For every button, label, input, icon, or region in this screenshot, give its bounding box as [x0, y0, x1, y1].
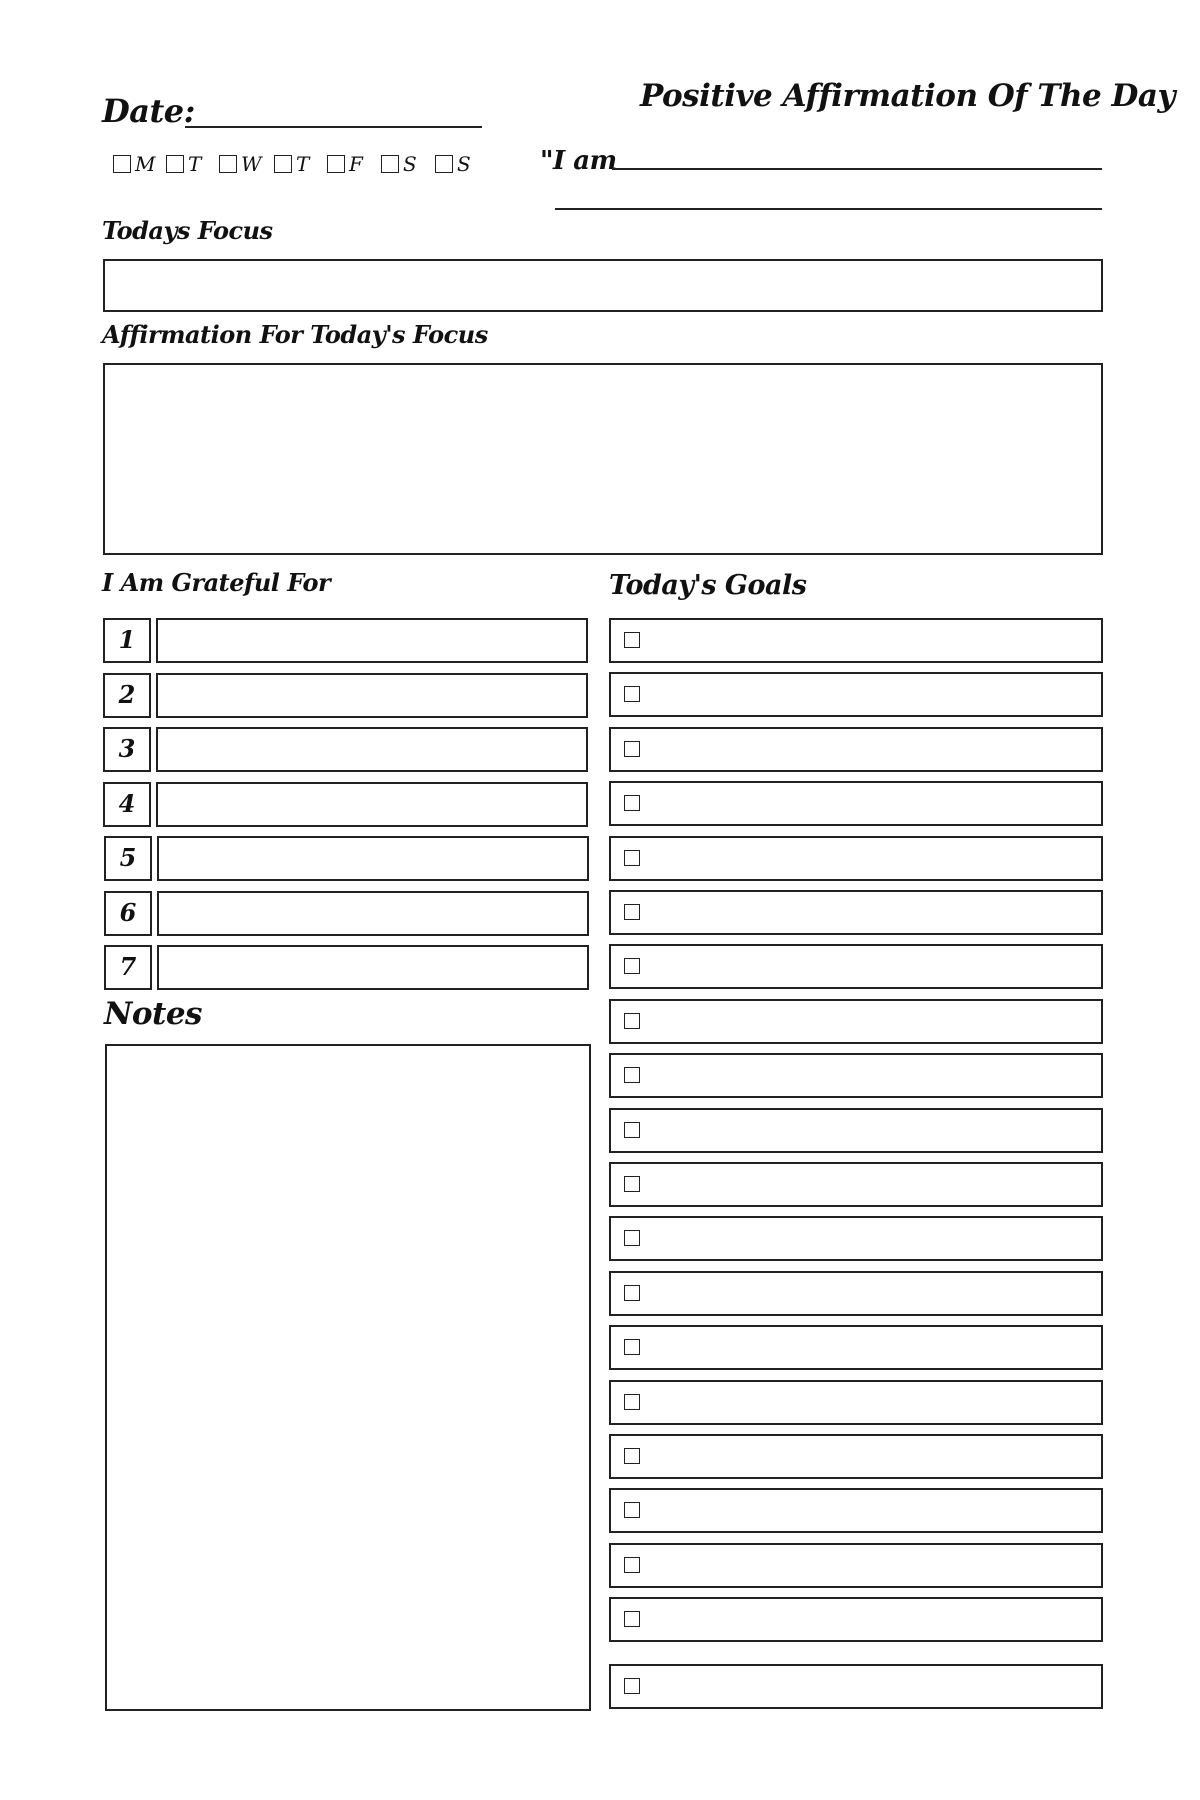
- goal-row[interactable]: [609, 1162, 1103, 1207]
- goal-row[interactable]: [609, 1108, 1103, 1153]
- grateful-field[interactable]: [157, 945, 589, 990]
- grateful-field[interactable]: [156, 782, 588, 827]
- grateful-number: 6: [104, 891, 152, 936]
- checkbox-icon[interactable]: [327, 155, 345, 173]
- checkbox-icon[interactable]: [624, 1285, 640, 1301]
- checkbox-icon[interactable]: [624, 1122, 640, 1138]
- affirmation-focus-box[interactable]: [103, 363, 1103, 555]
- grateful-number: 5: [104, 836, 152, 881]
- grateful-field[interactable]: [156, 673, 588, 718]
- grateful-field[interactable]: [157, 836, 589, 881]
- goal-row[interactable]: [609, 1543, 1103, 1588]
- checkbox-icon[interactable]: [624, 1448, 640, 1464]
- goal-row[interactable]: [609, 1434, 1103, 1479]
- goal-row[interactable]: [609, 781, 1103, 826]
- checkbox-icon[interactable]: [624, 1067, 640, 1083]
- affirmation-focus-label: Affirmation For Today's Focus: [102, 320, 488, 349]
- checkbox-icon[interactable]: [624, 741, 640, 757]
- checkbox-icon[interactable]: [624, 686, 640, 702]
- goals-label: Today's Goals: [609, 570, 807, 601]
- checkbox-icon[interactable]: [624, 958, 640, 974]
- day-label: W: [241, 152, 262, 176]
- checkbox-icon[interactable]: [435, 155, 453, 173]
- day-label: S: [403, 152, 417, 176]
- day-label: S: [457, 152, 471, 176]
- goal-row[interactable]: [609, 1664, 1103, 1709]
- checkbox-icon[interactable]: [219, 155, 237, 173]
- goal-row[interactable]: [609, 836, 1103, 881]
- todays-focus-label: Todays Focus: [102, 216, 273, 245]
- checkbox-icon[interactable]: [624, 795, 640, 811]
- todays-focus-box[interactable]: [103, 259, 1103, 312]
- goal-row[interactable]: [609, 727, 1103, 772]
- notes-box[interactable]: [105, 1044, 591, 1711]
- checkbox-icon[interactable]: [624, 1557, 640, 1573]
- day-label: M: [135, 152, 156, 176]
- grateful-number: 2: [103, 673, 151, 718]
- checkbox-icon[interactable]: [624, 1611, 640, 1627]
- goal-row[interactable]: [609, 1488, 1103, 1533]
- goal-row[interactable]: [609, 890, 1103, 935]
- day-label: T: [296, 152, 310, 176]
- date-line[interactable]: [185, 126, 482, 128]
- day-label: T: [188, 152, 202, 176]
- checkbox-icon[interactable]: [166, 155, 184, 173]
- goal-row[interactable]: [609, 618, 1103, 663]
- checkbox-icon[interactable]: [624, 1394, 640, 1410]
- checkbox-icon[interactable]: [381, 155, 399, 173]
- page-title: Positive Affirmation Of The Day: [640, 78, 1176, 114]
- notes-label: Notes: [104, 996, 203, 1032]
- goal-row[interactable]: [609, 1597, 1103, 1642]
- checkbox-icon[interactable]: [624, 632, 640, 648]
- checkbox-icon[interactable]: [624, 1339, 640, 1355]
- grateful-number: 1: [103, 618, 151, 663]
- checkbox-icon[interactable]: [624, 1176, 640, 1192]
- grateful-number: 4: [103, 782, 151, 827]
- grateful-field[interactable]: [156, 727, 588, 772]
- checkbox-icon[interactable]: [624, 1230, 640, 1246]
- checkbox-icon[interactable]: [274, 155, 292, 173]
- goal-row[interactable]: [609, 1325, 1103, 1370]
- goal-row[interactable]: [609, 1380, 1103, 1425]
- goal-row[interactable]: [609, 672, 1103, 717]
- checkbox-icon[interactable]: [624, 1013, 640, 1029]
- goal-row[interactable]: [609, 1271, 1103, 1316]
- i-am-line-1[interactable]: [612, 168, 1102, 170]
- checkbox-icon[interactable]: [624, 850, 640, 866]
- goal-row[interactable]: [609, 1216, 1103, 1261]
- day-label: F: [349, 152, 363, 176]
- goal-row[interactable]: [609, 944, 1103, 989]
- grateful-field[interactable]: [156, 618, 588, 663]
- goal-row[interactable]: [609, 1053, 1103, 1098]
- date-label: Date:: [102, 92, 195, 130]
- grateful-label: I Am Grateful For: [102, 568, 331, 597]
- i-am-line-2[interactable]: [555, 208, 1102, 210]
- checkbox-icon[interactable]: [113, 155, 131, 173]
- i-am-label: "I am: [540, 146, 617, 176]
- grateful-number: 7: [104, 945, 152, 990]
- goal-row[interactable]: [609, 999, 1103, 1044]
- checkbox-icon[interactable]: [624, 1678, 640, 1694]
- grateful-number: 3: [103, 727, 151, 772]
- checkbox-icon[interactable]: [624, 904, 640, 920]
- grateful-field[interactable]: [157, 891, 589, 936]
- checkbox-icon[interactable]: [624, 1502, 640, 1518]
